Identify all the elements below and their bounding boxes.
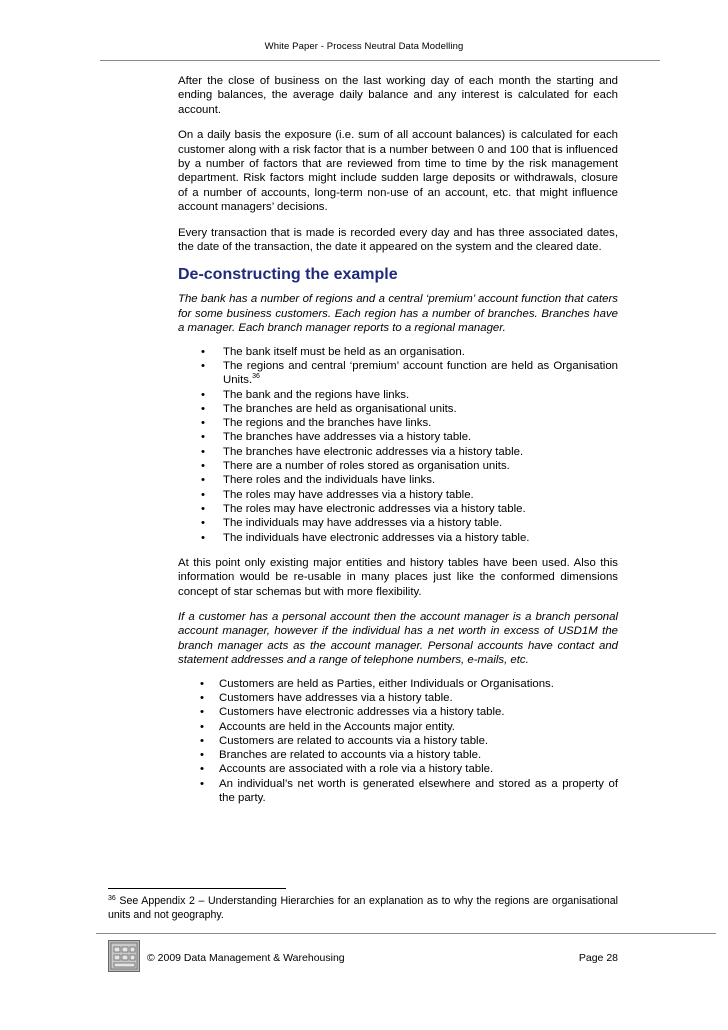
bullet-icon: •: [201, 388, 205, 401]
bullet-icon: •: [201, 445, 205, 458]
list-item: • The branches are held as organisational units.: [201, 402, 457, 415]
footnote-reference[interactable]: 36: [252, 373, 260, 381]
bullet-icon: •: [201, 531, 205, 544]
list-item: • Accounts are held in the Accounts major entity.: [200, 720, 455, 733]
bullet-icon: •: [200, 706, 204, 719]
bullet-icon: •: [200, 677, 204, 690]
header-divider: [100, 60, 660, 61]
bullet-icon: •: [200, 749, 204, 762]
bullet-icon: •: [201, 474, 205, 487]
bullet-icon: •: [201, 417, 205, 430]
list-item: • There are a number of roles stored as organisation units.: [201, 460, 510, 473]
list-item: • The roles may have addresses via a history table.: [201, 488, 474, 501]
page-body: [178, 74, 618, 816]
footer-divider: [96, 933, 716, 934]
list-item: • Customers are related to accounts via a history table.: [200, 734, 489, 747]
list-item: • Accounts are associated with a role via a history table.: [200, 763, 494, 776]
bullet-icon: •: [201, 460, 205, 473]
bullet-list-organisation: [178, 345, 618, 545]
footnote-text: See Appendix 2 – Understanding Hierarchies for an explanation as to why the regions are organisational units and not geography.: [108, 895, 619, 921]
list-item: • An individual’s net worth is generated elsewhere and stored as a property of the party.: [200, 777, 618, 805]
paragraph-transactions: Every transaction that is made is recorded every day and has three associated dates, the date of the transaction, the date it appeared on the system and the cleared date.: [178, 226, 618, 254]
paragraph-monthly-balances: After the close of business on the last working day of each month the starting and ending balances, the average daily balance and any interest is calculated for each account.: [178, 75, 618, 116]
bullet-icon: •: [200, 763, 204, 776]
bullet-icon: •: [200, 734, 204, 747]
bullet-icon: •: [201, 488, 205, 501]
list-item: • The bank itself must be held as an organisation.: [201, 345, 465, 358]
list-item: • Customers are held as Parties, either Individuals or Organisations.: [200, 677, 554, 690]
list-item: • Branches are related to accounts via a history table.: [200, 749, 482, 762]
bullet-icon: •: [201, 402, 205, 415]
bullet-icon: •: [200, 720, 204, 733]
bullet-icon: •: [200, 777, 204, 790]
list-item: • The branches have electronic addresses via a history table.: [201, 445, 524, 458]
list-item: • The roles may have electronic addresses via a history table.: [201, 502, 526, 515]
list-item: • The individuals may have addresses via a history table.: [201, 517, 503, 530]
list-item: • Customers have electronic addresses via a history table.: [200, 706, 505, 719]
italic-paragraph-bank-regions: The bank has a number of regions and a central ‘premium’ account function that caters for some business customers. Each region has a number of branches. Branches have a manager. Each branch manager reports to a regional manager.: [178, 293, 618, 335]
list-item: • The regions and the branches have links.: [201, 417, 432, 430]
footer-copyright: © 2009 Data Management & Warehousing: [147, 952, 345, 964]
page-number: Page 28: [578, 952, 618, 964]
list-item: • The branches have addresses via a history table.: [201, 431, 472, 444]
bullet-icon: •: [201, 345, 205, 358]
paragraph-daily-exposure: On a daily basis the exposure (i.e. sum of all account balances) is calculated for each customer along with a risk factor that is a number between 0 and 100 that is influenced by a number of factors that are reviewed from time to time by the risk management department. Risk factors might include sudden large deposits or withdrawals, closure of a number of accounts, long-term non-use of an account, etc. that might influence account managers’ decisions.: [178, 129, 618, 214]
logo-graphic: [109, 941, 139, 971]
paragraph-reusability: At this point only existing major entities and history tables have been used. Also this information would be re-usable in many places just like the conformed dimensions concept of star schemas but with more flexibility.: [178, 556, 618, 598]
bullet-list-customers: [178, 677, 618, 806]
footnote-divider: [108, 888, 286, 889]
italic-paragraph-personal-accounts: If a customer has a personal account then the account manager is a branch personal account manager, however if the individual has a net worth in excess of USD1M the branch manager acts as the account manager. Personal accounts have contact and statement addresses and a range of telephone numbers, e-mails, etc.: [178, 611, 618, 667]
list-item: • Customers have addresses via a history table.: [200, 691, 453, 704]
bullet-icon: •: [201, 502, 205, 515]
bullet-icon: •: [201, 359, 205, 372]
list-item: • The individuals have electronic addresses via a history table.: [201, 531, 530, 544]
list-item: • The regions and central ‘premium’ account function are held as Organisation Units.$^{36}$: [201, 359, 618, 387]
page-header: White Paper - Process Neutral Data Modelling: [264, 41, 464, 52]
section-heading: De-constructing the example: [178, 266, 398, 284]
bullet-icon: •: [200, 691, 204, 704]
bullet-icon: •: [201, 431, 205, 444]
footnote: [108, 894, 618, 922]
list-item: • There roles and the individuals have links.: [201, 474, 436, 487]
company-logo-icon: [108, 940, 140, 972]
footnote-number: 36: [108, 895, 116, 902]
bullet-icon: •: [201, 517, 205, 530]
list-item: • The bank and the regions have links.: [201, 388, 410, 401]
